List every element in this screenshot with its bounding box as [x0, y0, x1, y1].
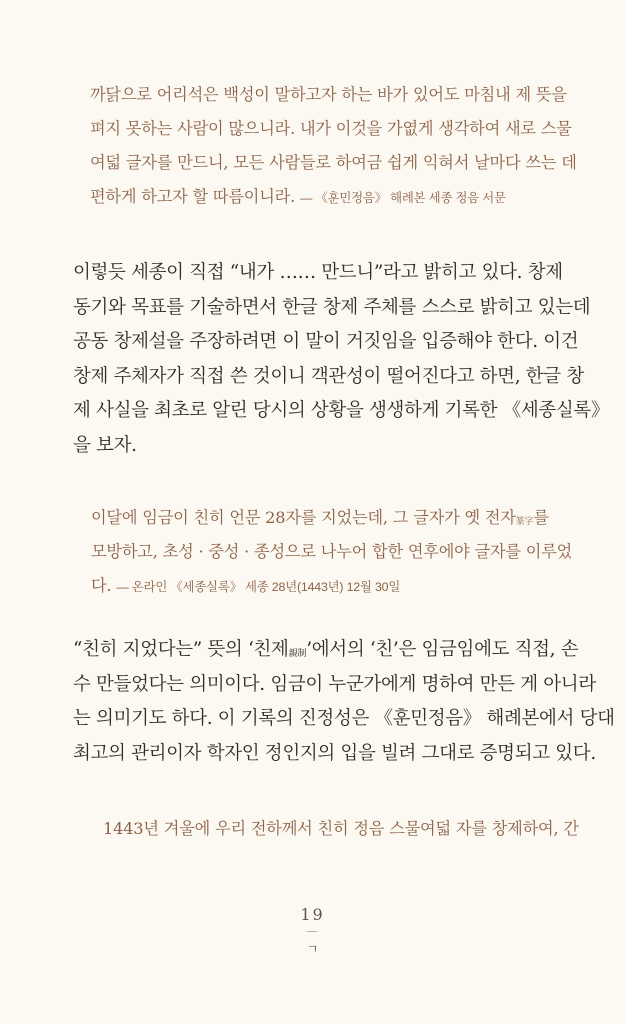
page-divider [307, 931, 317, 932]
body-line: 이렇듯 세종이 직접 “내가 …… 만드니”라고 밝히고 있다. 창제 [73, 262, 563, 283]
quote-line: 여덟 글자를 만드니, 모든 사람들로 하여금 쉽게 익혀서 날마다 쓰는 데 [90, 153, 577, 172]
quote-text: 를 [533, 508, 549, 527]
quote-text: 편하게 하고자 할 따름이니라. [90, 187, 296, 206]
hanja-gloss: 篆字 [515, 517, 534, 527]
body-line: 수 만들었다는 의미이다. 임금이 누군가에게 명하여 만든 게 아니라 [73, 673, 596, 695]
quote-citation: — 《훈민정음》 해례본 세종 정음 서문 [299, 191, 506, 205]
quote-line [90, 180, 560, 214]
quote-text: 이달에 임금이 친히 언문 28자를 지었는데, 그 글자가 옛 전자 [91, 508, 516, 527]
quote-line [91, 569, 561, 603]
quote-line: 1443년 겨울에 우리 전하께서 친히 정음 스물여덟 자를 창제하여, 간 [103, 819, 579, 838]
quote-line: 까닭으로 어리석은 백성이 말하고자 하는 바가 있어도 마침내 제 뜻을 [90, 85, 567, 104]
quote-citation: — 온라인 《세종실록》 세종 28년(1443년) 12월 30일 [116, 580, 401, 594]
quote-line: 펴지 못하는 사람이 많으니라. 내가 이것을 가엾게 생각하여 새로 스물 [90, 119, 572, 138]
body-line: 는 의미기도 하다. 이 기록의 진정성은 《훈민정음》 해례본에서 당대 [73, 708, 615, 730]
body-line: 을 보자. [73, 434, 137, 456]
body-line: 동기와 목표를 기술하면서 한글 창제 주체를 스스로 밝히고 있는데 [73, 296, 591, 318]
body-paragraph [73, 633, 615, 771]
quote-line [91, 501, 561, 535]
quote-block [91, 501, 573, 603]
quote-line: 모방하고, 초성 · 중성 · 종성으로 나누어 합한 연후에야 글자를 이루었 [91, 542, 573, 561]
body-line: 창제 주체자가 직접 쓴 것이니 객관성이 떨어진다고 하면, 한글 창 [73, 365, 584, 387]
body-line: 최고의 관리이자 학자인 정인지의 입을 빌려 그대로 증명되고 있다. [73, 742, 596, 764]
page-number: 19 [300, 905, 325, 924]
body-text: ’에서의 ‘친’은 임금임에도 직접, 손 [306, 639, 579, 660]
quote-text: 다. [91, 576, 112, 595]
hanja-gloss: 親制 [288, 648, 307, 659]
body-text: “친히 지었다는” 뜻의 ‘친제 [73, 639, 289, 660]
quote-block [103, 812, 579, 846]
body-paragraph [73, 256, 610, 464]
quote-block [90, 78, 577, 214]
section-mark: ㄱ [306, 942, 319, 956]
body-line: 제 사실을 최초로 알린 당시의 상황을 생생하게 기록한 《세종실록》 [73, 400, 610, 422]
body-line: 공동 창제설을 주장하려면 이 말이 거짓임을 입증해야 한다. 이건 [73, 331, 579, 353]
body-line [73, 633, 579, 668]
